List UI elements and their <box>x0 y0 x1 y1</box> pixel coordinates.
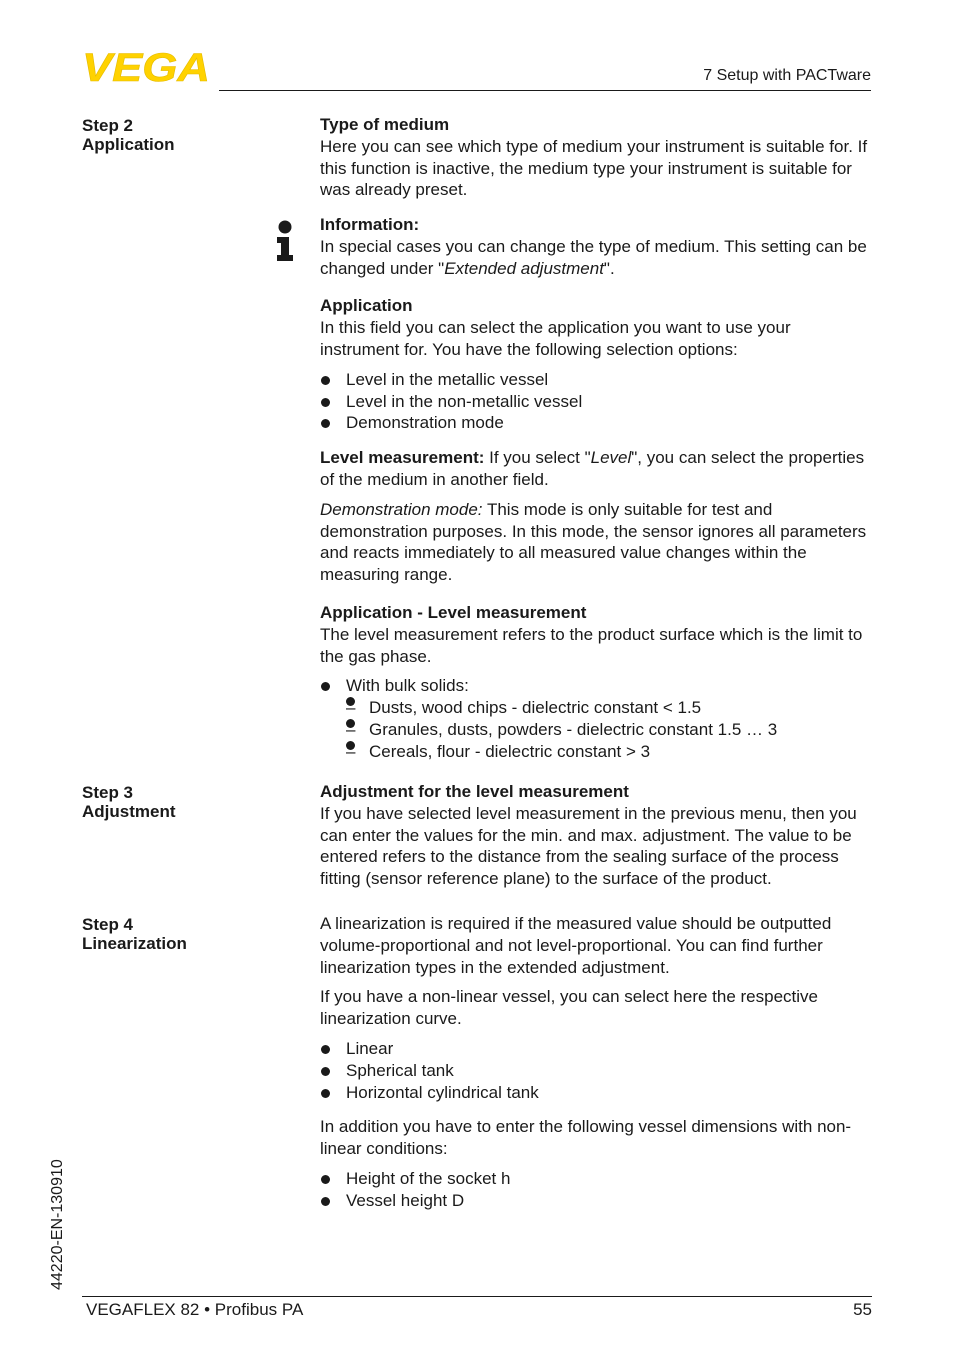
application-level-heading: Application - Level measurement <box>320 602 587 622</box>
adjustment-section <box>320 781 872 898</box>
information-text: In special cases you can change the type of medium. This setting can be changed under "Extended adjustment". <box>320 236 867 278</box>
step-4-label: Step 4 Linearization <box>82 915 187 953</box>
adjustment-heading: Adjustment for the level measurement <box>320 782 629 801</box>
application-section <box>320 214 872 763</box>
step-3-label: Step 3 Adjustment <box>82 783 176 821</box>
document-id: 44220-EN-130910 <box>49 1159 66 1290</box>
section-title: 7 Setup with PACTware <box>703 67 871 84</box>
list-item: Level in the non-metallic vessel <box>320 391 872 413</box>
list-item: – Cereals, flour - dielectric constant > 3 <box>346 741 872 763</box>
header-divider <box>219 90 871 91</box>
list-item: Spherical tank <box>320 1060 872 1082</box>
list-item: Height of the socket h <box>320 1168 872 1190</box>
vega-logo <box>82 50 212 84</box>
bulk-solids-list <box>320 675 872 762</box>
svg-text:VEGA: VEGA <box>82 50 210 84</box>
bulk-solids-sublist <box>346 697 872 762</box>
type-of-medium-section <box>320 114 872 209</box>
information-heading: Information: <box>320 215 420 234</box>
page-number: 55 <box>853 1300 872 1319</box>
footer-divider <box>82 1296 872 1297</box>
application-options <box>320 369 872 434</box>
list-item: Level in the metallic vessel <box>320 369 872 391</box>
step-2-label: Step 2 Application <box>82 116 175 154</box>
footer-product: VEGAFLEX 82 • Profibus PA <box>86 1300 304 1319</box>
list-item: Vessel height D <box>320 1190 872 1212</box>
info-icon <box>275 220 295 262</box>
linearization-text-1: A linearization is required if the measured value should be outputted volume-proportional and not level-proportional. You can find further linearization types in the extended adjustment. <box>320 914 832 977</box>
application-heading: Application <box>320 296 413 316</box>
linearization-curves <box>320 1038 872 1103</box>
list-item: Demonstration mode <box>320 412 872 434</box>
list-item: Linear <box>320 1038 872 1060</box>
demonstration-mode-note: Demonstration mode: This mode is only suitable for test and demonstration purposes. In this mode, the sensor ignores all parameters and reacts immediately to all measured value changes within the measuring range. <box>320 499 867 585</box>
linearization-text-3: In addition you have to enter the following vessel dimensions with non-linear conditions: <box>320 1117 852 1159</box>
adjustment-text: If you have selected level measurement in the previous menu, then you can enter the values for the min. and max. adjustment. The value to be entered refers to the distance from the sealing surface of the process fitting (sensor reference plane) to the surface of the product. <box>320 803 857 889</box>
application-text: In this field you can select the application you want to use your instrument for. You have the following selection options: <box>320 318 791 359</box>
list-item: With bulk solids: – Dusts, wood chips - dielectric constant < 1.5 – Granules, dusts, powders - dielectric constant 1.5 … 3 – Cereals, flour - dielectric constant > 3 <box>320 675 872 762</box>
list-item: Horizontal cylindrical tank <box>320 1082 872 1104</box>
linearization-section <box>320 913 872 1220</box>
level-measurement-note: Level measurement: If you select "Level", you can select the properties of the medium in another field. <box>320 448 865 489</box>
type-of-medium-heading: Type of medium <box>320 115 450 134</box>
vessel-dimensions <box>320 1168 872 1212</box>
type-of-medium-text: Here you can see which type of medium your instrument is suitable for. If this function is inactive, the medium type your instrument is suitable for was already preset. <box>320 136 868 200</box>
linearization-text-2: If you have a non-linear vessel, you can select here the respective linearization curve. <box>320 987 819 1029</box>
application-level-text: The level measurement refers to the product surface which is the limit to the gas phase. <box>320 624 863 666</box>
list-item: – Dusts, wood chips - dielectric constant < 1.5 <box>346 697 872 719</box>
list-item: – Granules, dusts, powders - dielectric constant 1.5 … 3 <box>346 719 872 741</box>
